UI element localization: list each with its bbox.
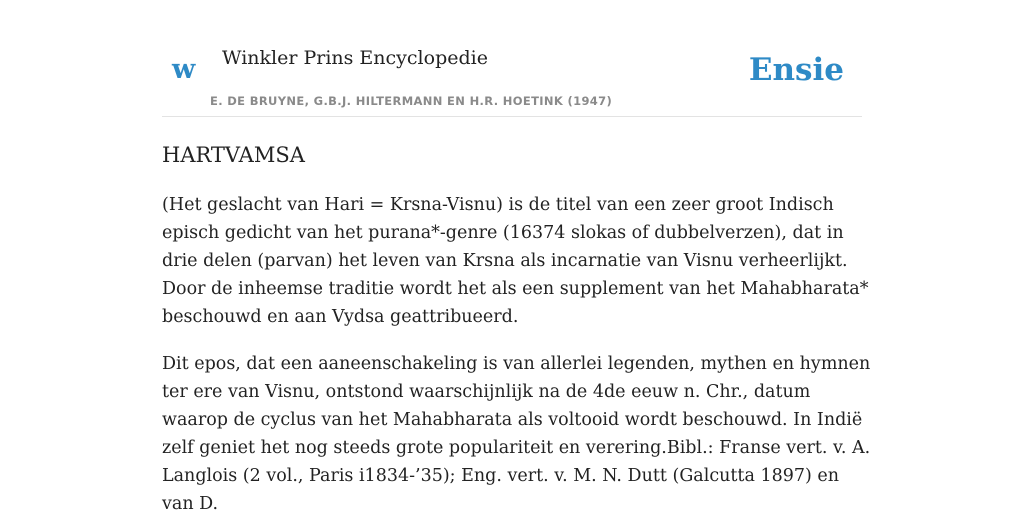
- edition-subtitle: E. DE BRUYNE, G.B.J. HILTERMANN EN H.R. HOETINK (1947): [210, 94, 613, 108]
- article-paragraph: (Het geslacht van Hari = Krsna-Visnu) is de titel van een zeer groot Indisch episch gedicht van het purana*-genre (16374 slokas of dubbelverzen), dat in drie delen (parvan) het leven van Krsna als incarnatie van Visnu verheerlijkt. Door de inheemse traditie wordt het als een supplement van het Mahabharata* beschouwd en aan Vydsa geattribueerd.: [162, 195, 869, 327]
- article: [162, 138, 872, 512]
- site-title[interactable]: Winkler Prins Encyclopedie: [222, 47, 488, 69]
- site-logo[interactable]: w: [172, 54, 196, 85]
- article-title: HARTVAMSA: [162, 143, 305, 167]
- site-header: [162, 0, 862, 117]
- article-paragraph: Dit epos, dat een aaneenschakeling is van allerlei legenden, mythen en hymnen ter ere van Visnu, ontstond waarschijnlijk na de 4de eeuw n. Chr., datum waarop de cyclus van het Mahabharata als voltooid wordt beschouwd. In Indië zelf geniet het nog steeds grote populariteit en verering.Bibl.: Franse vert. v. A. Langlois (2 vol., Paris i1834-’35); Eng. vert. v. M. N. Dutt (Galcutta 1897) en van D.: [162, 354, 871, 512]
- ensie-brand-link[interactable]: Ensie: [748, 52, 844, 88]
